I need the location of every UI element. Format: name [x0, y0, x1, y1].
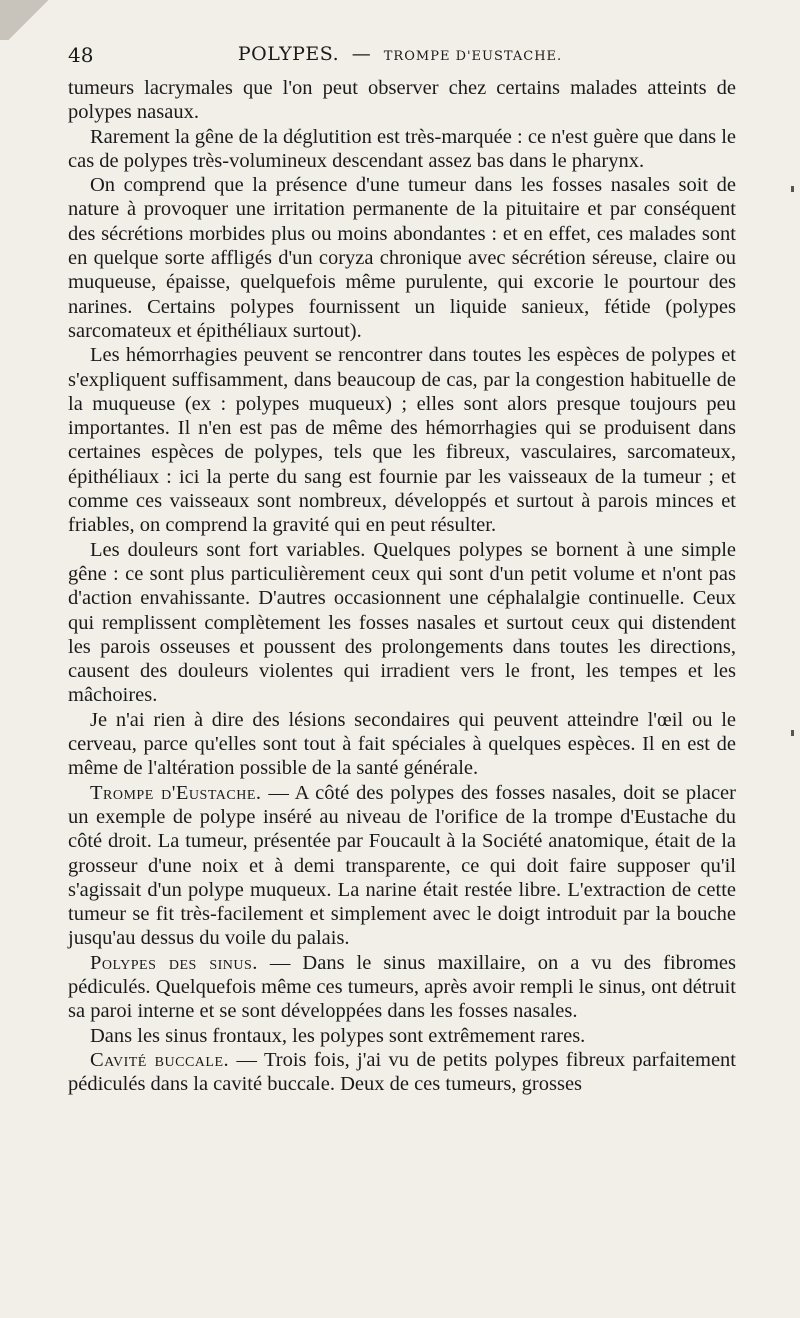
chapter-title: POLYPES. [237, 42, 340, 65]
paragraph-irritation: On comprend que la présence d'une tumeur dans les fosses nasales soit de nature à provoquer une irritation permanente de la pituitaire et par conséquent des sécrétions morbides plus ou moins abondantes : et en effet, ces malades sont en quelque sorte affligés d'un coryza chronique avec sécrétion séreuse, claire ou muqueuse, épaisse, quelquefois même purulente, qui excorie le pourtour des narines. Certains polypes fournissent un liquide sanieux, fétide (polypes sarcomateux et épithéliaux surtout). [68, 174, 736, 342]
paragraph-deglutition: Rarement la gêne de la déglutition est très-marquée : ce n'est guère que dans le cas de polypes très-volumineux descendant assez bas dans le pharynx. [68, 125, 736, 172]
paragraph-douleurs: Les douleurs sont fort variables. Quelques polypes se bornent à une simple gêne : ce sont plus particulièrement ceux qui sont d'un petit volume et n'ont pas d'action envahissante. D'autres occasionnent une céphalalgie continuelle. Ceux qui remplissent complètement les fosses nasales et surtout ceux qui distendent les parois osseuses et poussent des prolongements dans toutes les directions, causent des douleurs violentes qui irradient vers le front, les tempes et les mâchoires. [68, 538, 736, 707]
paragraph-trompe-eustache: Trompe d'Eustache. — A côté des polypes des fosses nasales, doit se placer un exemple de polype inséré au niveau de l'orifice de la trompe d'Eustache du côté droit. La tumeur, présentée par Foucault à la Société anatomique, était de la grosseur d'une noix et à demi transparente, ce qui doit faire supposer qu'il s'agissait d'un polype muqueux. La narine était restée libre. L'extraction de cette tumeur se fit très-facilement et simplement avec le doigt introduit par la bouche jusqu'au dessus du voile du palais. [68, 781, 736, 950]
title-dash: — [351, 42, 372, 65]
margin-mark [791, 186, 794, 192]
paragraph-lesions: Je n'ai rien à dire des lésions secondaires qui peuvent atteindre l'œil ou le cerveau, parce qu'elles sont tout à fait spéciales à quelques espèces. Il en est de même de l'altération possible de la santé générale. [68, 708, 736, 780]
paragraph-polypes-sinus: Polypes des sinus. — Dans le sinus maxillaire, on a vu des fibromes pédiculés. Quelquefois même ces tumeurs, après avoir rempli le sinus, ont détruit sa paroi interne et se sont développées dans les fosses nasales. [68, 951, 736, 1023]
page-corner-fold [0, 0, 60, 40]
section-title: TROMPE D'EUSTACHE. [383, 48, 563, 64]
running-header [68, 40, 732, 70]
running-title [238, 39, 562, 72]
paragraph-continued: tumeurs lacrymales que l'on peut observer chez certains malades atteints de polypes nasaux. [68, 77, 736, 124]
paragraph-hemorrhagies: Les hémorrhagies peuvent se rencontrer dans toutes les espèces de polypes et s'expliquent suffisamment, dans beaucoup de cas, par la congestion habituelle de la muqueuse (ex : polypes muqueux) ; elles sont alors presque toujours peu importantes. Il n'en est pas de même des hémorrhagies qui se produisent dans certaines espèces de polypes, tels que les fibreux, vasculaires, sarcomateux, épithéliaux : ici la perte du sang est fournie par les vaisseaux de la tumeur ; et comme ces vaisseaux sont nombreux, développés et surtout à parois minces et friables, on comprend la gravité qui en peut résulter. [68, 344, 736, 537]
body-text [68, 76, 736, 1096]
section-heading: Cavité buccale. [90, 1048, 230, 1071]
paragraph-cavite-buccale: Cavité buccale. — Trois fois, j'ai vu de petits polypes fibreux parfaitement pédiculés dans la cavité buccale. Deux de ces tumeurs, grosses [68, 1048, 736, 1096]
paragraph-sinus-frontaux: Dans les sinus frontaux, les polypes sont extrêmement rares. [90, 1024, 586, 1047]
section-heading: Polypes des sinus. [90, 951, 258, 974]
margin-mark [791, 730, 794, 736]
section-heading: Trompe d'Eustache. [90, 781, 262, 804]
page-number: 48 [68, 43, 94, 67]
